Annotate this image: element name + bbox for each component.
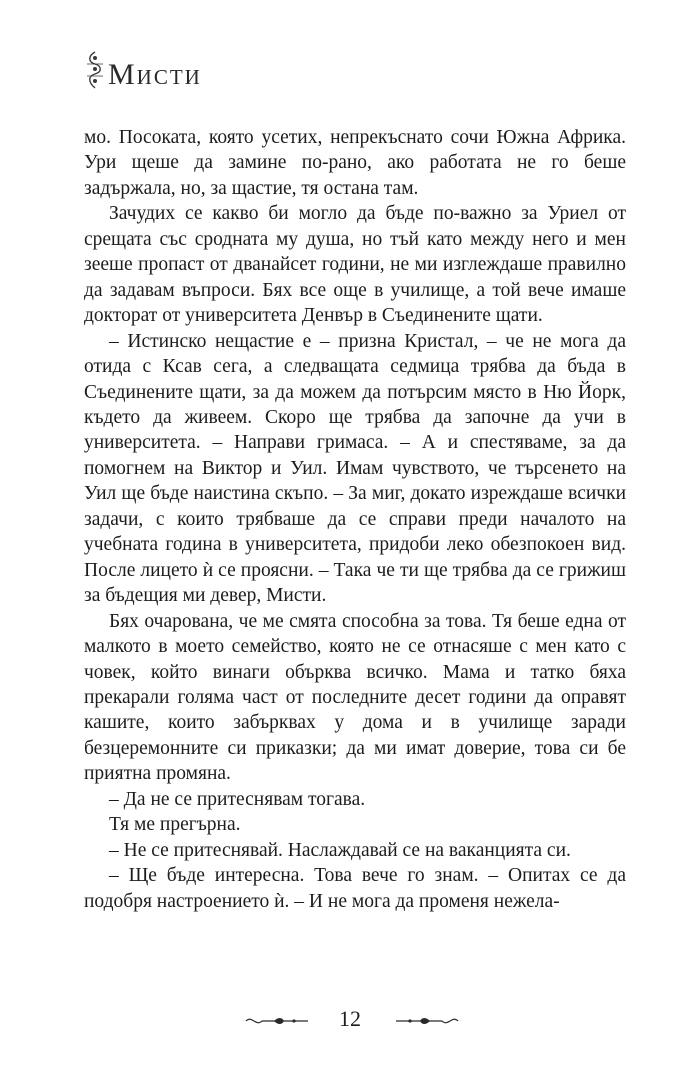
page-number: 12 (339, 1006, 361, 1031)
paragraph: мо. Посоката, която усетих, непрекъснато сочи Южна Африка. Ури щеше да замине по-рано, ако работата не го беше задържала, но, за щастие, тя остана там. (84, 127, 626, 199)
running-head (84, 40, 202, 96)
running-head-title: Мисти (108, 58, 202, 91)
flourish-ornament-icon (84, 50, 106, 90)
paragraph: Зачудих се какво би могло да бъде по-важно за Уриел от срещата със сродната му душа, но тъй като между него и мен зееше пропаст от дванайсет години, не ми изглеждаше правилно да задавам въпроси. Бях все още в училище, а той вече имаше докторат от университета Денвър в Съединените щати. (84, 203, 626, 327)
body-text (84, 125, 626, 914)
paragraph: – Не се притеснявай. Наслаждавай се на ваканцията си. (109, 839, 571, 861)
paragraph: – Да не се притеснявам тогава. (109, 788, 366, 810)
paragraph: – Ще бъде интересна. Това вече го знам. – Опитах се да подобря настроението ѝ. – И не мога да променя нежела- (84, 865, 626, 912)
page-footer (0, 1000, 700, 1040)
flourish-right-icon (394, 1014, 460, 1028)
flourish-left-icon (244, 1014, 310, 1028)
paragraph: – Истинско нещастие е – призна Кристал, – че не мога да отида с Ксав сега, а следващата седмица трябва да бъда в Съединените щати, за да можем да потърсим място в Ню Йорк, където да живеем. Скоро ще трябва да започне да учи в университета. – Направи гримаса. – А и спестяваме, за да помогнем на Виктор и Уил. Имам чувството, че търсенето на Уил ще бъде наистина скъпо. – За миг, докато изреждаше всички задачи, с които трябваше да се справи преди началото на учебната година в университета, придоби леко обезпокоен вид. После лицето ѝ се проясни. – Така че ти ще трябва да се грижиш за бъдещия ми девер, Мисти. (84, 330, 626, 607)
paragraph: Тя ме прегърна. (109, 814, 241, 836)
paragraph: Бях очарована, че ме смята способна за това. Тя беше една от малкото в моето семейство, която не се отнасяше с мен като с човек, който винаги обърква всичко. Мама и татко бяха прекарали голяма част от последните десет години да оправят кашите, които забърквах у дома и в училище заради безцеремонните си приказки; да ми имат доверие, това си бе приятна промяна. (84, 610, 626, 785)
